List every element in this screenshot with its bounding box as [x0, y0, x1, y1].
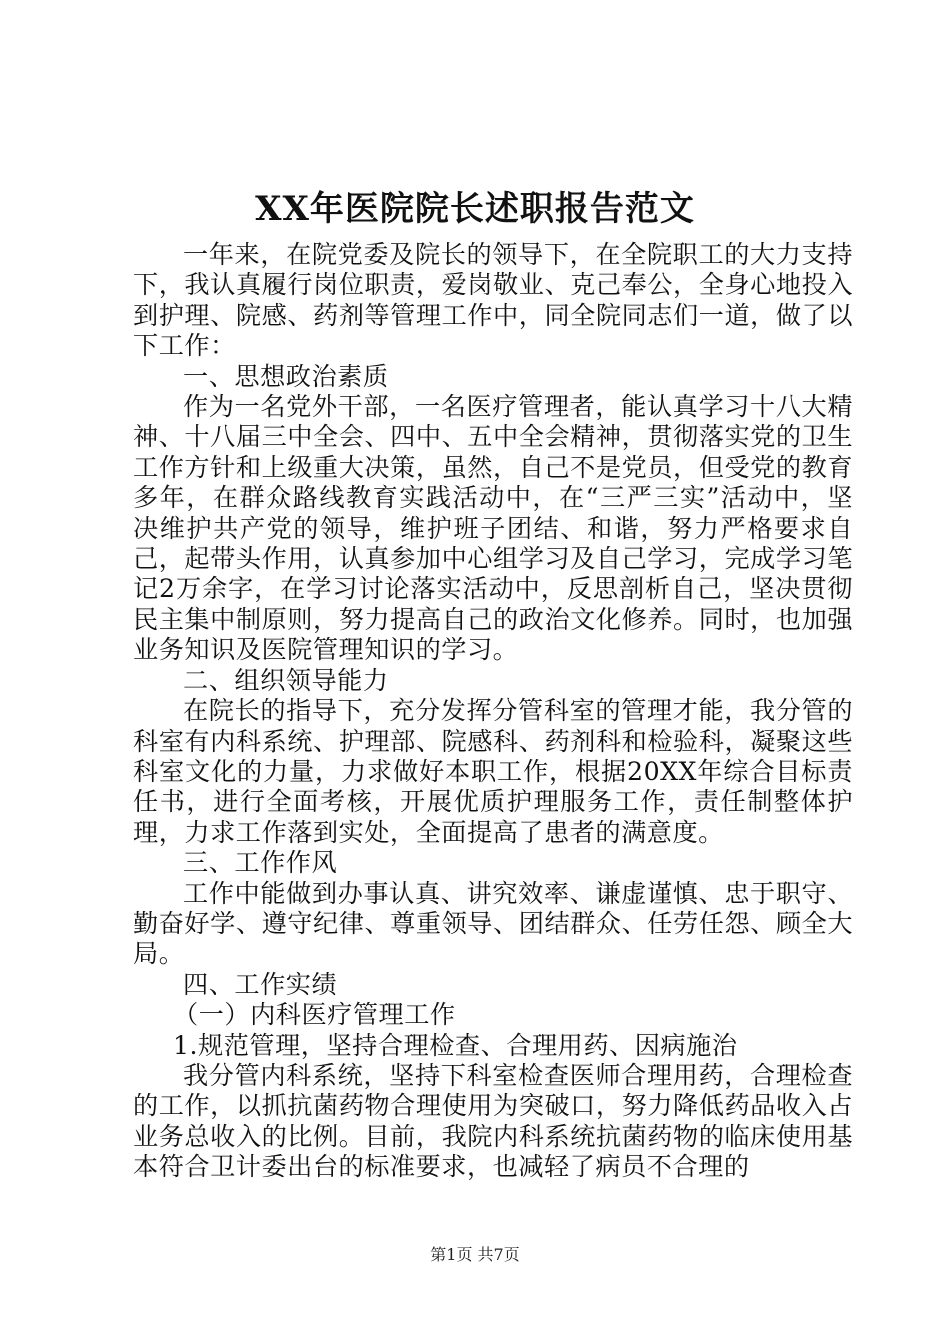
- section-heading-3: 三、工作作风: [183, 848, 338, 878]
- page-footer: 第1页 共7页: [430, 1245, 520, 1264]
- section-2-paragraph: 在院长的指导下，充分发挥分管科室的管理才能，我分管的科室有内科系统、护理部、院感科、药剂科和检验科，凝聚这些科室文化的力量，力求做好本职工作，根据20XX年综合目标责任书，进行全面考核，开展优质护理服务工作，责任制整体护理，力求工作落到实处，全面提高了患者的满意度。: [133, 696, 853, 847]
- subsection-heading-1: （一）内科医疗管理工作: [173, 1000, 456, 1030]
- section-3-paragraph: 工作中能做到办事认真、讲究效率、谦虚谨慎、忠于职守、勤奋好学、遵守纪律、尊重领导、团结群众、任劳任怨、顾全大局。: [133, 878, 853, 969]
- subsection-item-1: 1.规范管理，坚持合理检查、合理用药、因病施治: [173, 1030, 738, 1060]
- section-heading-1: 一、思想政治素质: [183, 361, 389, 391]
- section-heading-4: 四、工作实绩: [183, 969, 338, 999]
- section-heading-2: 二、组织领导能力: [183, 665, 389, 695]
- intro-paragraph: 一年来，在院党委及院长的领导下，在全院职工的大力支持下，我认真履行岗位职责，爱岗敬业、克己奉公，全身心地投入到护理、院感、药剂等管理工作中，同全院同志们一道，做了以下工作：: [133, 240, 853, 361]
- page-title: XX年医院院长述职报告范文: [255, 189, 695, 229]
- section-1-paragraph: 作为一名党外干部，一名医疗管理者，能认真学习十八大精神、十八届三中全会、四中、五中全会精神，贯彻落实党的卫生工作方针和上级重大决策，虽然，自己不是党员，但受党的教育多年，在群众路线教育实践活动中，在“三严三实”活动中，坚决维护共产党的领导，维护班子团结、和谐，努力严格要求自己，起带头作用，认真参加中心组学习及自己学习，完成学习笔记2万余字，在学习讨论落实活动中，反思剖析自己，坚决贯彻民主集中制原则，努力提高自己的政治文化修养。同时，也加强业务知识及医院管理知识的学习。: [133, 392, 853, 665]
- document-body: [133, 240, 853, 1183]
- subsection-paragraph: 我分管内科系统，坚持下科室检查医师合理用药，合理检查的工作，以抓抗菌药物合理使用为突破口，努力降低药品收入占业务总收入的比例。目前，我院内科系统抗菌药物的临床使用基本符合卫计委出台的标准要求，也减轻了病员不合理的: [133, 1060, 853, 1182]
